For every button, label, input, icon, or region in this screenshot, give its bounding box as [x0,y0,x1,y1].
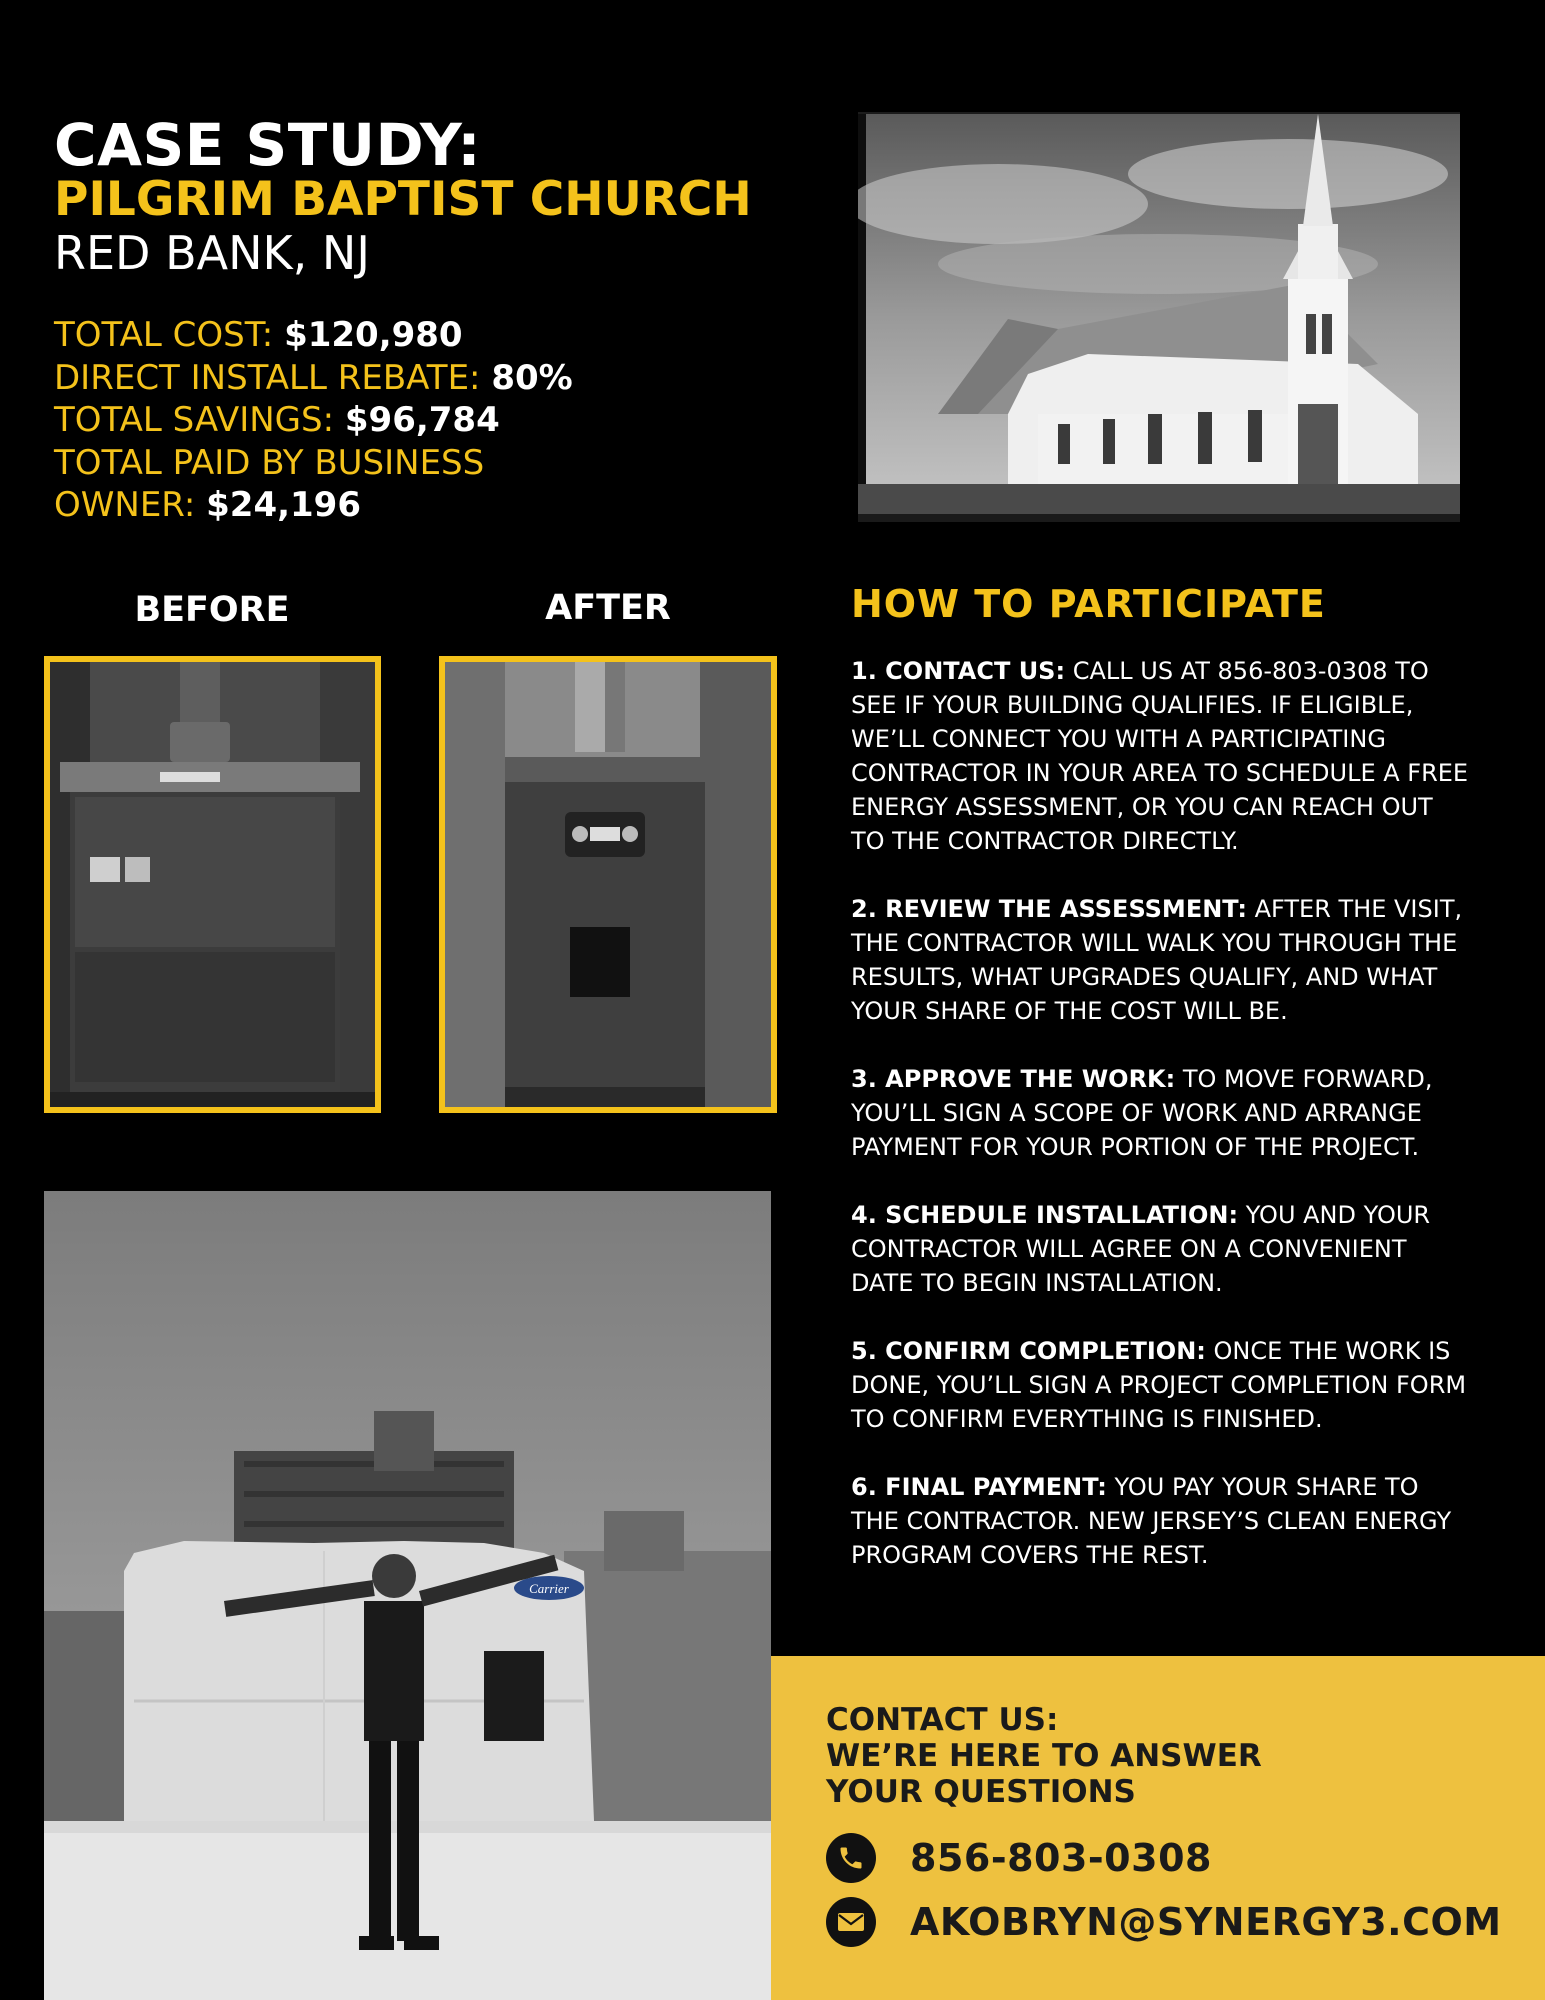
carrier-logo: Carrier [529,1581,569,1596]
after-photo [439,656,777,1113]
step-5-text: ONCE THE WORK IS DONE, YOU’LL SIGN A PROJECT COMPLETION FORM TO CONFIRM EVERYTHING IS FINISHED. [851,1337,1467,1433]
step-6-heading: 6. FINAL PAYMENT: [851,1473,1107,1501]
step-2-heading: 2. REVIEW THE ASSESSMENT: [851,895,1247,923]
email-address[interactable]: AKOBRYN@SYNERGY3.COM [910,1900,1502,1944]
paid-value: $24,196 [206,485,361,525]
step-4 [851,1198,1471,1300]
savings-line [54,399,573,442]
phone-number[interactable]: 856-803-0308 [910,1836,1212,1880]
contact-heading-line3: YOUR QUESTIONS [826,1774,1136,1810]
rebate-label: DIRECT INSTALL REBATE: [54,357,492,398]
church-name: PILGRIM BAPTIST CHURCH [54,172,752,227]
phone-icon [826,1833,876,1883]
participation-steps [851,654,1471,1606]
total-cost-value: $120,980 [284,315,463,355]
step-5 [851,1334,1471,1436]
step-1 [851,654,1471,858]
total-cost-line [54,314,573,357]
contact-heading [826,1702,1262,1810]
email-row[interactable] [826,1897,1502,1947]
rebate-value: 80% [491,357,573,398]
rooftop-unit-photo [44,1191,771,2000]
after-label: AFTER [545,588,671,628]
paid-line-2 [54,484,573,527]
step-4-text: YOU AND YOUR CONTRACTOR WILL AGREE ON A CONVENIENT DATE TO BEGIN INSTALLATION. [851,1201,1431,1297]
contact-heading-line2: WE’RE HERE TO ANSWER [826,1738,1262,1774]
envelope-icon [826,1897,876,1947]
step-3-text: TO MOVE FORWARD, YOU’LL SIGN A SCOPE OF WORK AND ARRANGE PAYMENT FOR YOUR PORTION OF THE PROJECT. [851,1065,1433,1161]
before-photo [44,656,381,1113]
rebate-line [54,357,573,400]
step-1-text: CALL US AT 856-803-0308 TO SEE IF YOUR BUILDING QUALIFIES. IF ELIGIBLE, WE’LL CONNECT YOU WITH A PARTICIPATING CONTRACTOR IN YOUR AREA TO SCHEDULE A FREE ENERGY ASSESSMENT, OR YOU CAN REACH OUT TO THE CONTRACTOR DIRECTLY. [851,657,1469,855]
before-label: BEFORE [134,590,290,630]
how-to-participate-heading: HOW TO PARTICIPATE [851,582,1326,626]
step-6-text: YOU PAY YOUR SHARE TO THE CONTRACTOR. NEW JERSEY’S CLEAN ENERGY PROGRAM COVERS THE REST. [851,1473,1452,1569]
church-photo [858,112,1460,522]
phone-row[interactable] [826,1833,1212,1883]
step-3 [851,1062,1471,1164]
savings-value: $96,784 [344,400,500,440]
step-2-text: AFTER THE VISIT, THE CONTRACTOR WILL WALK YOU THROUGH THE RESULTS, WHAT UPGRADES QUALIFY, AND WHAT YOUR SHARE OF THE COST WILL BE. [851,895,1463,1025]
case-study-heading: CASE STUDY: [54,111,482,179]
step-3-heading: 3. APPROVE THE WORK: [851,1065,1176,1093]
contact-heading-line1: CONTACT US: [826,1702,1059,1738]
step-2 [851,892,1471,1028]
location: RED BANK, NJ [54,226,370,280]
step-4-heading: 4. SCHEDULE INSTALLATION: [851,1201,1239,1229]
paid-line-1 [54,442,573,485]
step-6 [851,1470,1471,1572]
paid-label-line2: OWNER: [54,485,207,525]
step-5-heading: 5. CONFIRM COMPLETION: [851,1337,1206,1365]
cost-summary [54,314,573,527]
paid-label-line1: TOTAL PAID BY BUSINESS [54,442,485,483]
total-cost-label: TOTAL COST: [54,315,285,355]
step-1-heading: 1. CONTACT US: [851,657,1066,685]
savings-label: TOTAL SAVINGS: [54,400,345,440]
